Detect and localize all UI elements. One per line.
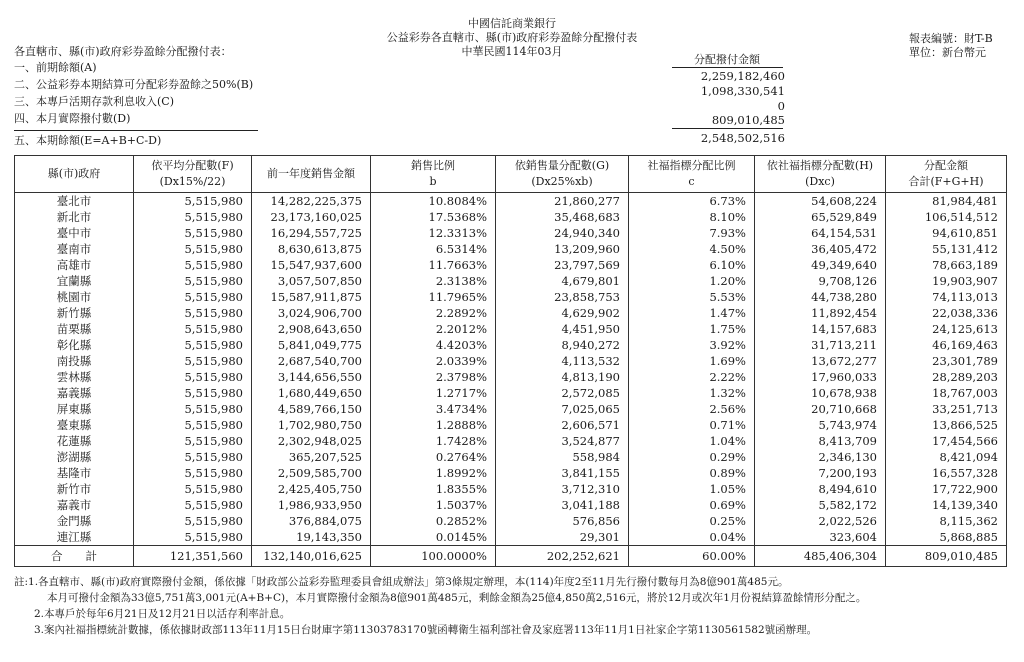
county-name: 屏東縣: [15, 401, 134, 417]
prior-year-sales: 2,687,540,700: [252, 353, 371, 369]
sales-ratio: 0.2852%: [371, 513, 496, 529]
sales-allocation: 13,209,960: [496, 241, 629, 257]
prior-year-sales: 5,841,049,775: [252, 337, 371, 353]
average-allocation: 5,515,980: [134, 337, 252, 353]
sales-ratio: 2.2012%: [371, 321, 496, 337]
welfare-allocation: 13,672,277: [755, 353, 886, 369]
table-row: [15, 225, 1007, 241]
table-row: [15, 369, 1007, 385]
total-allocation: 16,557,328: [886, 465, 1007, 481]
total-welfare-ratio: 60.00%: [629, 546, 755, 567]
sales-ratio: 1.8992%: [371, 465, 496, 481]
table-row: [15, 257, 1007, 273]
total-allocation: 5,868,885: [886, 529, 1007, 546]
prior-year-sales: 16,294,557,725: [252, 225, 371, 241]
table-row: [15, 273, 1007, 289]
sales-allocation: 29,301: [496, 529, 629, 546]
welfare-ratio: 0.69%: [629, 497, 755, 513]
total-welfare-allocation: 485,406,304: [755, 546, 886, 567]
prior-year-sales: 2,425,405,750: [252, 481, 371, 497]
total-allocation: 74,113,013: [886, 289, 1007, 305]
welfare-allocation: 5,743,974: [755, 417, 886, 433]
welfare-ratio: 1.20%: [629, 273, 755, 289]
welfare-allocation: 11,892,454: [755, 305, 886, 321]
amount-column-header: 分配撥付金額: [694, 53, 760, 66]
bank-name: 中國信託商業銀行: [468, 17, 556, 30]
table-row: [15, 337, 1007, 353]
note-1: 註:1.各直轄市、縣(市)政府實際撥付金額，係依據「財政部公益彩券監理委員會組成辦法」第3條規定辦理，本(114)年度2至11月先行撥付數每月為8億901萬485元。: [14, 576, 789, 588]
county-name: 高雄市: [15, 257, 134, 273]
table-row: [15, 529, 1007, 546]
header-welfare-ratio: 社福指標分配比例 c: [629, 156, 755, 193]
table-row: [15, 321, 1007, 337]
prior-year-sales: 365,207,525: [252, 449, 371, 465]
welfare-allocation: 2,346,130: [755, 449, 886, 465]
total-allocation: 46,169,463: [886, 337, 1007, 353]
prior-year-sales: 3,057,507,850: [252, 273, 371, 289]
total-allocation: 17,454,566: [886, 433, 1007, 449]
sales-ratio: 1.7428%: [371, 433, 496, 449]
county-name: 嘉義縣: [15, 385, 134, 401]
county-name: 彰化縣: [15, 337, 134, 353]
total-allocation: 24,125,613: [886, 321, 1007, 337]
county-name: 花蓮縣: [15, 433, 134, 449]
sales-ratio: 17.5368%: [371, 209, 496, 225]
sales-ratio: 0.0145%: [371, 529, 496, 546]
welfare-ratio: 1.05%: [629, 481, 755, 497]
total-average-allocation: 121,351,560: [134, 546, 252, 567]
total-label: 合 計: [15, 546, 134, 567]
welfare-ratio: 6.10%: [629, 257, 755, 273]
welfare-ratio: 1.32%: [629, 385, 755, 401]
county-name: 苗栗縣: [15, 321, 134, 337]
table-row: [15, 385, 1007, 401]
sales-allocation: 4,813,190: [496, 369, 629, 385]
distribution-table: [14, 155, 1007, 567]
welfare-allocation: 14,157,683: [755, 321, 886, 337]
county-name: 新北市: [15, 209, 134, 225]
welfare-allocation: 10,678,938: [755, 385, 886, 401]
header-county: 縣(市)政府: [15, 156, 134, 193]
welfare-ratio: 4.50%: [629, 241, 755, 257]
county-name: 臺東縣: [15, 417, 134, 433]
prior-year-sales: 4,589,766,150: [252, 401, 371, 417]
header-average-allocation: 依平均分配數(F) (Dx15%/22): [134, 156, 252, 193]
welfare-allocation: 8,413,709: [755, 433, 886, 449]
report-number: 報表編號：財T-B: [909, 32, 993, 45]
county-name: 金門縣: [15, 513, 134, 529]
summary-value-e: 2,548,502,516: [700, 131, 785, 145]
sales-ratio: 3.4734%: [371, 401, 496, 417]
welfare-ratio: 5.53%: [629, 289, 755, 305]
county-name: 新竹市: [15, 481, 134, 497]
average-allocation: 5,515,980: [134, 401, 252, 417]
summary-label-d: 四、本月實際撥付數(D): [14, 112, 131, 125]
sales-ratio: 2.3138%: [371, 273, 496, 289]
sales-allocation: 4,629,902: [496, 305, 629, 321]
total-allocation: 55,131,412: [886, 241, 1007, 257]
total-sales-allocation: 202,252,621: [496, 546, 629, 567]
summary-label-b: 二、公益彩券本期結算可分配彩券盈餘之50%(B): [14, 78, 254, 91]
county-name: 宜蘭縣: [15, 273, 134, 289]
total-allocation: 17,722,900: [886, 481, 1007, 497]
average-allocation: 5,515,980: [134, 529, 252, 546]
average-allocation: 5,515,980: [134, 449, 252, 465]
summary-value-d: 809,010,485: [711, 113, 785, 127]
note-3: 3.案內社福指標統計數據，係依據財政部113年11月15日台財庫字第11303783170號函轉衛生福利部社會及家庭署113年11月1日社家企字第1130561582號函辦理。: [34, 624, 818, 636]
sales-ratio: 2.2892%: [371, 305, 496, 321]
summary-label-c: 三、本專戶活期存款利息收入(C): [14, 95, 174, 108]
county-name: 臺南市: [15, 241, 134, 257]
table-row: [15, 481, 1007, 497]
total-allocation: 33,251,713: [886, 401, 1007, 417]
summary-heading: 各直轄市、縣(市)政府彩券盈餘分配撥付表：: [14, 45, 232, 58]
prior-year-sales: 19,143,350: [252, 529, 371, 546]
welfare-ratio: 6.73%: [629, 193, 755, 210]
table-row: [15, 193, 1007, 210]
sales-allocation: 3,041,188: [496, 497, 629, 513]
sales-allocation: 4,679,801: [496, 273, 629, 289]
welfare-allocation: 20,710,668: [755, 401, 886, 417]
sales-allocation: 21,860,277: [496, 193, 629, 210]
total-allocation: 8,421,094: [886, 449, 1007, 465]
sales-allocation: 3,524,877: [496, 433, 629, 449]
sales-allocation: 23,858,753: [496, 289, 629, 305]
welfare-ratio: 0.89%: [629, 465, 755, 481]
sales-ratio: 4.4203%: [371, 337, 496, 353]
sales-allocation: 7,025,065: [496, 401, 629, 417]
county-name: 連江縣: [15, 529, 134, 546]
sales-allocation: 35,468,683: [496, 209, 629, 225]
welfare-ratio: 2.22%: [629, 369, 755, 385]
average-allocation: 5,515,980: [134, 225, 252, 241]
welfare-ratio: 0.29%: [629, 449, 755, 465]
total-allocation: 13,866,525: [886, 417, 1007, 433]
welfare-allocation: 54,608,224: [755, 193, 886, 210]
sales-allocation: 4,113,532: [496, 353, 629, 369]
welfare-allocation: 31,713,211: [755, 337, 886, 353]
total-allocation-sum: 809,010,485: [886, 546, 1007, 567]
currency-unit: 單位：新台幣元: [909, 46, 986, 59]
table-total-row: [15, 546, 1007, 567]
county-name: 基隆市: [15, 465, 134, 481]
welfare-ratio: 7.93%: [629, 225, 755, 241]
prior-year-sales: 2,302,948,025: [252, 433, 371, 449]
sales-allocation: 3,712,310: [496, 481, 629, 497]
total-prior-year-sales: 132,140,016,625: [252, 546, 371, 567]
average-allocation: 5,515,980: [134, 289, 252, 305]
sales-ratio: 11.7965%: [371, 289, 496, 305]
header-total-allocation: 分配金額 合計(F+G+H): [886, 156, 1007, 193]
county-name: 臺北市: [15, 193, 134, 210]
welfare-allocation: 44,738,280: [755, 289, 886, 305]
prior-year-sales: 3,024,906,700: [252, 305, 371, 321]
report-title: 公益彩券各直轄市、縣(市)政府彩券盈餘分配撥付表: [386, 31, 638, 44]
prior-year-sales: 1,702,980,750: [252, 417, 371, 433]
welfare-allocation: 9,708,126: [755, 273, 886, 289]
average-allocation: 5,515,980: [134, 513, 252, 529]
sales-ratio: 0.2764%: [371, 449, 496, 465]
welfare-ratio: 1.75%: [629, 321, 755, 337]
header-sales-allocation: 依銷售量分配數(G) (Dx25%xb): [496, 156, 629, 193]
total-allocation: 18,767,003: [886, 385, 1007, 401]
sales-ratio: 1.2717%: [371, 385, 496, 401]
report-period: 中華民國114年03月: [461, 45, 563, 58]
total-sales-ratio: 100.0000%: [371, 546, 496, 567]
average-allocation: 5,515,980: [134, 417, 252, 433]
sales-ratio: 10.8084%: [371, 193, 496, 210]
summary-label-e: 五、本期餘額(E=A+B+C-D): [14, 134, 162, 147]
sales-allocation: 2,606,571: [496, 417, 629, 433]
sales-ratio: 1.8355%: [371, 481, 496, 497]
welfare-allocation: 8,494,610: [755, 481, 886, 497]
prior-year-sales: 14,282,225,375: [252, 193, 371, 210]
average-allocation: 5,515,980: [134, 257, 252, 273]
prior-year-sales: 15,587,911,875: [252, 289, 371, 305]
welfare-allocation: 2,022,526: [755, 513, 886, 529]
welfare-allocation: 49,349,640: [755, 257, 886, 273]
table-row: [15, 513, 1007, 529]
prior-year-sales: 376,884,075: [252, 513, 371, 529]
table-row: [15, 417, 1007, 433]
county-name: 新竹縣: [15, 305, 134, 321]
county-name: 桃園市: [15, 289, 134, 305]
sales-ratio: 2.3798%: [371, 369, 496, 385]
average-allocation: 5,515,980: [134, 273, 252, 289]
prior-year-sales: 15,547,937,600: [252, 257, 371, 273]
average-allocation: 5,515,980: [134, 369, 252, 385]
total-allocation: 78,663,189: [886, 257, 1007, 273]
welfare-ratio: 8.10%: [629, 209, 755, 225]
table-row: [15, 289, 1007, 305]
note-2: 2.本專戶於每年6月21日及12月21日以活存利率計息。: [34, 608, 291, 620]
sales-ratio: 11.7663%: [371, 257, 496, 273]
note-1-continued: 本月可撥付金額為33億5,751萬3,001元(A+B+C)，本月實際撥付金額為8億901萬485元，剩餘金額為25億4,850萬2,516元，將於12月或次年1月份視結算盈餘情形分配之。: [47, 592, 867, 604]
average-allocation: 5,515,980: [134, 465, 252, 481]
header-welfare-allocation: 依社福指標分配數(H) (Dxc): [755, 156, 886, 193]
sales-allocation: 24,940,340: [496, 225, 629, 241]
welfare-ratio: 0.71%: [629, 417, 755, 433]
county-name: 嘉義市: [15, 497, 134, 513]
average-allocation: 5,515,980: [134, 353, 252, 369]
sales-ratio: 1.5037%: [371, 497, 496, 513]
summary-value-a: 2,259,182,460: [700, 69, 785, 83]
sales-ratio: 6.5314%: [371, 241, 496, 257]
welfare-ratio: 2.56%: [629, 401, 755, 417]
prior-year-sales: 2,509,585,700: [252, 465, 371, 481]
table-row: [15, 353, 1007, 369]
welfare-allocation: 7,200,193: [755, 465, 886, 481]
total-allocation: 106,514,512: [886, 209, 1007, 225]
county-name: 澎湖縣: [15, 449, 134, 465]
total-allocation: 14,139,340: [886, 497, 1007, 513]
sales-allocation: 23,797,569: [496, 257, 629, 273]
table-header-row: [15, 156, 1007, 193]
summary-label-a: 一、前期餘額(A): [14, 61, 97, 74]
welfare-ratio: 1.69%: [629, 353, 755, 369]
average-allocation: 5,515,980: [134, 385, 252, 401]
table-row: [15, 209, 1007, 225]
prior-year-sales: 23,173,160,025: [252, 209, 371, 225]
welfare-ratio: 3.92%: [629, 337, 755, 353]
total-allocation: 22,038,336: [886, 305, 1007, 321]
average-allocation: 5,515,980: [134, 497, 252, 513]
welfare-allocation: 5,582,172: [755, 497, 886, 513]
county-name: 臺中市: [15, 225, 134, 241]
total-allocation: 28,289,203: [886, 369, 1007, 385]
average-allocation: 5,515,980: [134, 241, 252, 257]
prior-year-sales: 1,680,449,650: [252, 385, 371, 401]
header-prior-year-sales: 前一年度銷售金額: [252, 156, 371, 193]
header-sales-ratio: 銷售比例 b: [371, 156, 496, 193]
total-allocation: 23,301,789: [886, 353, 1007, 369]
average-allocation: 5,515,980: [134, 433, 252, 449]
prior-year-sales: 1,986,933,950: [252, 497, 371, 513]
table-row: [15, 241, 1007, 257]
average-allocation: 5,515,980: [134, 321, 252, 337]
sales-allocation: 2,572,085: [496, 385, 629, 401]
average-allocation: 5,515,980: [134, 209, 252, 225]
sales-allocation: 8,940,272: [496, 337, 629, 353]
summary-value-b: 1,098,330,541: [700, 84, 785, 98]
average-allocation: 5,515,980: [134, 481, 252, 497]
welfare-allocation: 36,405,472: [755, 241, 886, 257]
welfare-allocation: 64,154,531: [755, 225, 886, 241]
total-allocation: 8,115,362: [886, 513, 1007, 529]
welfare-allocation: 65,529,849: [755, 209, 886, 225]
average-allocation: 5,515,980: [134, 193, 252, 210]
county-name: 南投縣: [15, 353, 134, 369]
table-row: [15, 449, 1007, 465]
sales-allocation: 3,841,155: [496, 465, 629, 481]
total-allocation: 94,610,851: [886, 225, 1007, 241]
table-row: [15, 305, 1007, 321]
table-row: [15, 433, 1007, 449]
welfare-ratio: 0.04%: [629, 529, 755, 546]
welfare-allocation: 323,604: [755, 529, 886, 546]
welfare-allocation: 17,960,033: [755, 369, 886, 385]
sales-ratio: 2.0339%: [371, 353, 496, 369]
summary-value-c: 0: [777, 99, 785, 113]
table-row: [15, 465, 1007, 481]
average-allocation: 5,515,980: [134, 305, 252, 321]
prior-year-sales: 8,630,613,875: [252, 241, 371, 257]
total-allocation: 19,903,907: [886, 273, 1007, 289]
total-allocation: 81,984,481: [886, 193, 1007, 210]
sales-allocation: 576,856: [496, 513, 629, 529]
summary-total-rule: [672, 128, 783, 129]
welfare-ratio: 1.47%: [629, 305, 755, 321]
prior-year-sales: 3,144,656,550: [252, 369, 371, 385]
sales-ratio: 12.3313%: [371, 225, 496, 241]
welfare-ratio: 0.25%: [629, 513, 755, 529]
table-row: [15, 401, 1007, 417]
summary-label-rule: [14, 130, 258, 131]
amount-header-rule: [672, 67, 783, 68]
sales-ratio: 1.2888%: [371, 417, 496, 433]
sales-allocation: 4,451,950: [496, 321, 629, 337]
prior-year-sales: 2,908,643,650: [252, 321, 371, 337]
sales-allocation: 558,984: [496, 449, 629, 465]
welfare-ratio: 1.04%: [629, 433, 755, 449]
table-row: [15, 497, 1007, 513]
county-name: 雲林縣: [15, 369, 134, 385]
